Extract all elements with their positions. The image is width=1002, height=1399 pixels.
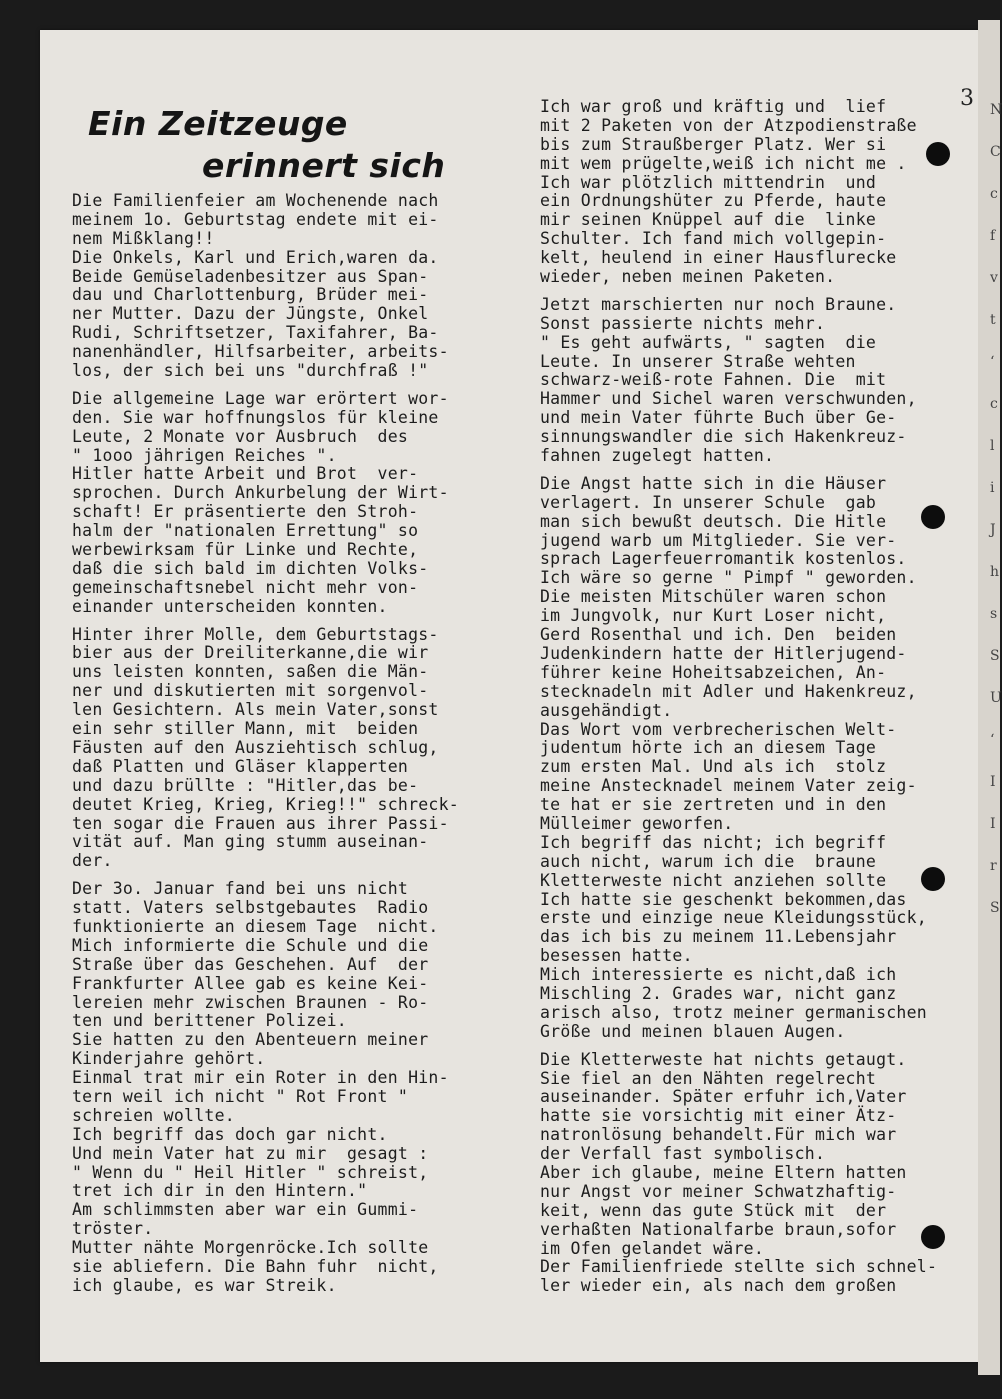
text-line: hatte sie vorsichtig mit einer Ätz- — [540, 1106, 897, 1126]
adjacent-page-glyph: t — [990, 312, 996, 328]
text-line: te hat er sie zertreten und in den — [540, 795, 887, 815]
text-line: uns leisten konnten, saßen die Män- — [72, 662, 429, 682]
text-line: der Verfall fast symbolisch. — [540, 1144, 826, 1164]
adjacent-page-glyph: I — [990, 816, 996, 832]
text-line: Aber ich glaube, meine Eltern hatten — [540, 1162, 907, 1182]
adjacent-page-glyph: i — [990, 480, 995, 496]
text-line: tern weil ich nicht " Rot Front " — [72, 1086, 409, 1106]
text-line: wieder, neben meinen Paketen. — [540, 267, 836, 287]
punch-hole — [926, 142, 950, 166]
adjacent-page-glyph: ‘ — [990, 732, 995, 748]
text-line: daß die sich bald im dichten Volks- — [72, 558, 429, 578]
text-line: schreien wollte. — [72, 1105, 235, 1125]
text-line: ich glaube, es war Streik. — [72, 1275, 337, 1295]
text-line: Mich interessierte es nicht,daß ich — [540, 965, 897, 985]
text-line: mit 2 Paketen von der Atzpodienstraße — [540, 115, 917, 135]
text-line: Größe und meinen blauen Augen. — [540, 1021, 846, 1041]
text-line: bis zum Straußberger Platz. Wer si — [540, 134, 887, 154]
paragraph — [72, 626, 512, 872]
text-line: im Ofen gelandet wäre. — [540, 1238, 765, 1258]
text-line: lereien mehr zwischen Braunen - Ro- — [72, 992, 429, 1012]
text-line: sinnungswandler die sich Hakenkreuz- — [540, 427, 907, 447]
text-line: im Jungvolk, nur Kurt Loser nicht, — [540, 606, 887, 626]
text-line: der. — [72, 851, 113, 871]
text-line: sprochen. Durch Ankurbelung der Wirt- — [72, 483, 449, 503]
adjacent-page-glyph: s — [990, 606, 998, 622]
text-line: nem Mißklang!! — [72, 228, 215, 248]
text-line: jugend warb um Mitglieder. Sie ver- — [540, 530, 897, 550]
text-line: Am schlimmsten aber war ein Gummi- — [72, 1200, 419, 1220]
text-line: keit, wenn das gute Stück mit der — [540, 1200, 887, 1220]
text-line: schaft! Er präsentierte den Stroh- — [72, 502, 419, 522]
text-line: Schulter. Ich fand mich vollgepin- — [540, 229, 887, 249]
text-line: verlagert. In unserer Schule gab — [540, 492, 877, 512]
text-line: Die meisten Mitschüler waren schon — [540, 587, 887, 607]
text-line: den. Sie war hoffnungslos für kleine — [72, 407, 439, 427]
text-line: ner und diskutierten mit sorgenvol- — [72, 681, 429, 701]
text-line: len Gesichtern. Als mein Vater,sonst — [72, 700, 439, 720]
paragraph — [540, 1051, 970, 1297]
text-line: tret ich dir in den Hintern." — [72, 1181, 368, 1201]
text-line: ein Ordnungshüter zu Pferde, haute — [540, 191, 887, 211]
text-line: halm der "nationalen Errettung" so — [72, 521, 419, 541]
text-line: Sonst passierte nichts mehr. — [540, 313, 826, 333]
text-line: sprach Lagerfeuerromantik kostenlos. — [540, 549, 907, 569]
text-line: werbewirksam für Linke und Rechte, — [72, 540, 419, 560]
text-line: Kletterweste nicht anziehen sollte — [540, 870, 887, 890]
text-line: zum ersten Mal. Und als ich stolz — [540, 757, 887, 777]
text-line: Hinter ihrer Molle, dem Geburtstags- — [72, 624, 439, 644]
text-line: Jetzt marschierten nur noch Braune. — [540, 294, 897, 314]
text-line: " Wenn du " Heil Hitler " schreist, — [72, 1162, 429, 1182]
text-line: Ich war groß und kräftig und lief — [540, 97, 887, 116]
text-line: gemeinschaftsnebel nicht mehr von- — [72, 577, 419, 597]
adjacent-page-glyph: r — [990, 858, 997, 874]
text-line: " 1ooo jährigen Reiches ". — [72, 445, 337, 465]
text-line: Der 3o. Januar fand bei uns nicht — [72, 879, 409, 899]
text-line: Hammer und Sichel waren verschwunden, — [540, 389, 917, 409]
text-line: Hitler hatte Arbeit und Brot ver- — [72, 464, 419, 484]
headline-line-1: Ein Zeitzeuge — [88, 104, 348, 143]
text-line: meinem 1o. Geburtstag endete mit ei- — [72, 209, 439, 229]
text-line: vität auf. Man ging stumm auseinan- — [72, 832, 429, 852]
text-line: auch nicht, warum ich die braune — [540, 851, 877, 871]
paragraph — [72, 880, 512, 1296]
text-line: Mutter nähte Morgenröcke.Ich sollte — [72, 1238, 429, 1258]
adjacent-page-glyph: S — [990, 900, 1000, 916]
text-line: ner Mutter. Dazu der Jüngste, Onkel — [72, 304, 429, 324]
text-line: los, der sich bei uns "durchfraß !" — [72, 361, 429, 381]
text-line: erste und einzige neue Kleidungsstück, — [540, 908, 927, 928]
text-line: ein sehr stiller Mann, mit beiden — [72, 719, 419, 739]
text-line: Sie hatten zu den Abenteuern meiner — [72, 1030, 429, 1050]
text-line: arisch also, trotz meiner germanischen — [540, 1002, 927, 1022]
text-line: funktionierte an diesem Tage nicht. — [72, 916, 439, 936]
text-line: schwarz-weiß-rote Fahnen. Die mit — [540, 370, 887, 390]
text-line: Ich wäre so gerne " Pimpf " geworden. — [540, 568, 917, 588]
adjacent-page-glyph: c — [990, 186, 998, 202]
text-line: und dazu brüllte : "Hitler,das be- — [72, 775, 419, 795]
text-line: stecknadeln mit Adler und Hakenkreuz, — [540, 681, 917, 701]
text-line: Leute. In unserer Straße wehten — [540, 351, 856, 371]
text-line: das ich bis zu meinem 11.Lebensjahr — [540, 927, 897, 947]
adjacent-page-edge — [978, 20, 1000, 1375]
text-line: Gerd Rosenthal und ich. Den beiden — [540, 625, 897, 645]
text-line: man sich bewußt deutsch. Die Hitle — [540, 511, 887, 531]
text-line: Fäusten auf den Ausziehtisch schlug, — [72, 737, 439, 757]
adjacent-page-glyph: c — [990, 396, 998, 412]
adjacent-page-glyph: h — [990, 564, 1000, 580]
text-line: Ich begriff das nicht; ich begriff — [540, 832, 887, 852]
paragraph — [540, 296, 970, 466]
text-line: meine Anstecknadel meinem Vater zeig- — [540, 776, 917, 796]
text-line: verhaßten Nationalfarbe braun,sofor — [540, 1219, 897, 1239]
text-line: Frankfurter Allee gab es keine Kei- — [72, 973, 429, 993]
text-line: Rudi, Schriftsetzer, Taxifahrer, Ba- — [72, 323, 439, 343]
text-line: bier aus der Dreiliterkanne,die wir — [72, 643, 429, 663]
text-line: deutet Krieg, Krieg, Krieg!!" schreck- — [72, 794, 459, 814]
adjacent-page-glyph: I — [990, 774, 996, 790]
text-line: ausgehändigt. — [540, 700, 673, 720]
text-line: besessen hatte. — [540, 946, 693, 966]
text-line: nanenhändler, Hilfsarbeiter, arbeits- — [72, 342, 449, 362]
text-line: Die Onkels, Karl und Erich,waren da. — [72, 247, 439, 267]
text-line: Ich war plötzlich mittendrin und — [540, 172, 877, 192]
text-line: Kinderjahre gehört. — [72, 1049, 266, 1069]
text-line: fahnen zugelegt hatten. — [540, 446, 775, 466]
punch-hole — [921, 505, 945, 529]
text-line: statt. Vaters selbstgebautes Radio — [72, 898, 429, 918]
text-line: führer keine Hoheitsabzeichen, An- — [540, 662, 887, 682]
adjacent-page-glyph: v — [990, 270, 998, 286]
text-line: Mülleimer geworfen. — [540, 813, 734, 833]
text-line: Die Angst hatte sich in die Häuser — [540, 473, 887, 493]
text-line: nur Angst vor meiner Schwatzhaftig- — [540, 1181, 897, 1201]
punch-hole — [921, 867, 945, 891]
text-line: " Es geht aufwärts, " sagten die — [540, 332, 877, 352]
text-line: Ich hatte sie geschenkt bekommen,das — [540, 889, 907, 909]
right-text-column — [540, 98, 970, 1305]
text-line: Ich begriff das doch gar nicht. — [72, 1124, 388, 1144]
text-line: ten sogar die Frauen aus ihrer Passi- — [72, 813, 449, 833]
text-line: kelt, heulend in einer Hausflurecke — [540, 248, 897, 268]
text-line: Sie fiel an den Nähten regelrecht — [540, 1068, 877, 1088]
paragraph — [540, 98, 970, 287]
text-line: ten und berittener Polizei. — [72, 1011, 347, 1031]
text-line: Einmal trat mir ein Roter in den Hin- — [72, 1068, 449, 1088]
text-line: Und mein Vater hat zu mir gesagt : — [72, 1143, 429, 1163]
adjacent-page-glyph: C — [990, 144, 1001, 160]
headline-line-2: erinnert sich — [202, 146, 446, 185]
text-line: judentum hörte ich an diesem Tage — [540, 738, 877, 758]
text-line: auseinander. Später erfuhr ich,Vater — [540, 1087, 907, 1107]
text-line: mir seinen Knüppel auf die linke — [540, 210, 877, 230]
left-text-column — [72, 192, 512, 1305]
text-line: Straße über das Geschehen. Auf der — [72, 954, 429, 974]
page-number: 3 — [960, 86, 974, 111]
adjacent-page-glyph: U — [990, 690, 1002, 706]
adjacent-page-glyph: f — [990, 228, 996, 244]
text-line: Die allgemeine Lage war erörtert wor- — [72, 388, 449, 408]
text-line: ler wieder ein, als nach dem großen — [540, 1276, 897, 1296]
text-line: mit wem prügelte,weiß ich nicht me . — [540, 153, 907, 173]
text-line: natronlösung behandelt.Für mich war — [540, 1125, 897, 1145]
adjacent-page-glyph: J — [990, 522, 996, 538]
text-line: Mich informierte die Schule und die — [72, 935, 429, 955]
adjacent-page-glyph: ‘ — [990, 354, 995, 370]
adjacent-page-glyph: l — [990, 438, 995, 454]
text-line: Beide Gemüseladenbesitzer aus Span- — [72, 266, 429, 286]
text-line: Die Kletterweste hat nichts getaugt. — [540, 1049, 907, 1069]
paragraph — [72, 192, 512, 381]
text-line: und mein Vater führte Buch über Ge- — [540, 408, 897, 428]
text-line: Judenkindern hatte der Hitlerjugend- — [540, 643, 907, 663]
text-line: dau und Charlottenburg, Brüder mei- — [72, 285, 429, 305]
text-line: Mischling 2. Grades war, nicht ganz — [540, 983, 897, 1003]
paragraph — [540, 475, 970, 1042]
text-line: Das Wort vom verbrecherischen Welt- — [540, 719, 897, 739]
paragraph — [72, 390, 512, 617]
text-line: tröster. — [72, 1219, 154, 1239]
text-line: einander unterscheiden konnten. — [72, 596, 388, 616]
text-line: daß Platten und Gläser klapperten — [72, 756, 409, 776]
text-line: Leute, 2 Monate vor Ausbruch des — [72, 426, 409, 446]
adjacent-page-glyph: S — [990, 648, 1000, 664]
text-line: Der Familienfriede stellte sich schnel- — [540, 1257, 938, 1277]
adjacent-page-glyph: N — [990, 102, 1002, 118]
text-line: Die Familienfeier am Wochenende nach — [72, 191, 439, 210]
punch-hole — [921, 1225, 945, 1249]
text-line: sie abliefern. Die Bahn fuhr nicht, — [72, 1256, 439, 1276]
